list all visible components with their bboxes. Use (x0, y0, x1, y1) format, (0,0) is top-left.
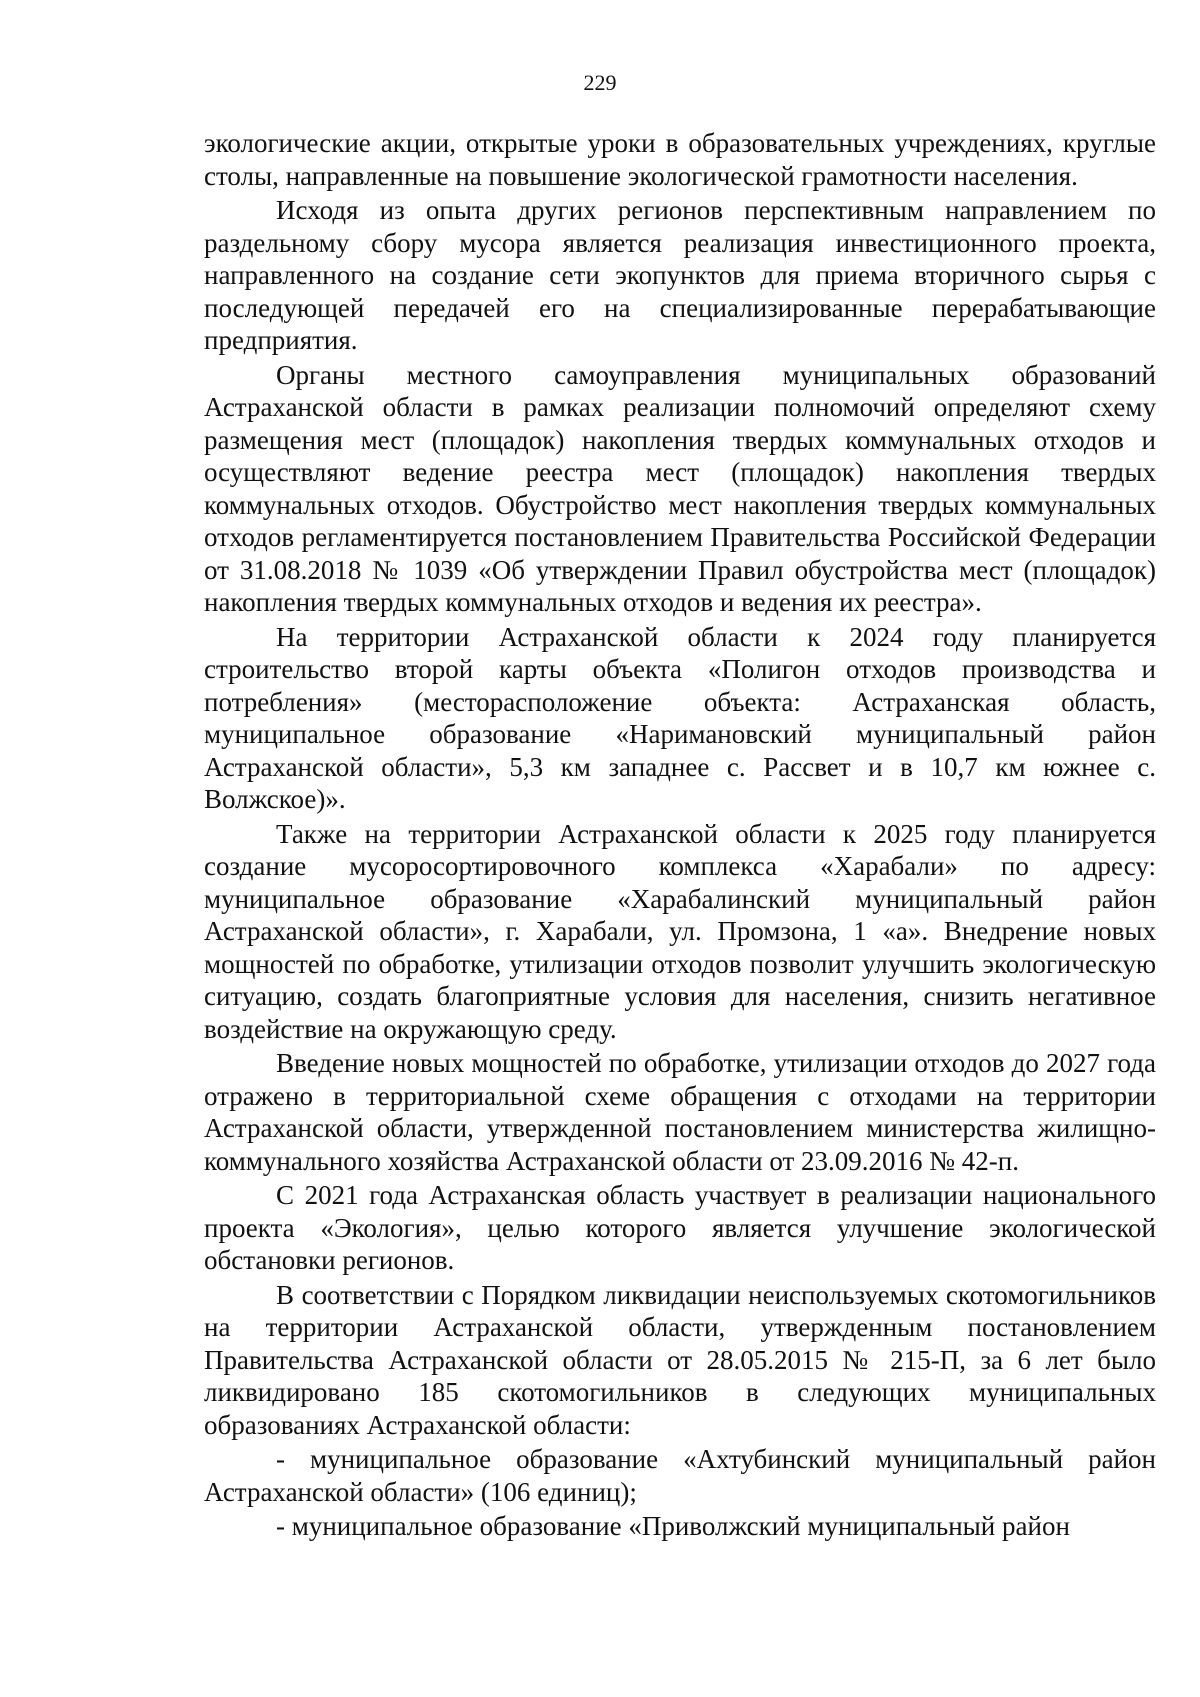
paragraph: Исходя из опыта других регионов перспективным направлением по раздельному сбору мусора является реализация инвестиционного проекта, направленного на создание сети экопунктов для приема вторичного сырья с последующей передачей его на специализированные перерабатывающие предприятия. (204, 195, 1156, 355)
page-number: 229 (583, 70, 617, 95)
paragraph: Введение новых мощностей по обработке, утилизации отходов до 2027 года отражено в территориальной схеме обращения с отходами на территории Астраханской области, утвержденной постановлением министерства жилищно-коммунального хозяйства Астраханской области от 23.09.2016 № 42-п. (204, 1048, 1156, 1176)
paragraph: Также на территории Астраханской области к 2025 году планируется создание мусоросортировочного комплекса «Харабали» по адресу: муниципальное образование «Харабалинский муниципальный район Астраханской области», г. Харабали, ул. Промзона, 1 «а». Внедрение новых мощностей по обработке, утилизации отходов позволит улучшить экологическую ситуацию, создать благоприятные условия для населения, снизить негативное воздействие на окружающую среду. (204, 818, 1156, 1044)
paragraph: экологические акции, открытые уроки в образовательных учреждениях, круглые столы, направленные на повышение экологической грамотности населения. (204, 128, 1156, 191)
body-text (204, 127, 1156, 1545)
list-item: - муниципальное образование «Ахтубинский муниципальный район Астраханской области» (106 единиц); (204, 1444, 1156, 1507)
paragraph: На территории Астраханской области к 2024 году планируется строительство второй карты объекта «Полигон отходов производства и потребления» (месторасположение объекта: Астраханская область, муниципальное образование «Наримановский муниципальный район Астраханской области», 5,3 км западнее с. Рассвет и в 10,7 км южнее с. Волжское)». (204, 621, 1156, 814)
list-item: - муниципальное образование «Приволжский муниципальный район (276, 1511, 1070, 1541)
paragraph: В соответствии с Порядком ликвидации неиспользуемых скотомогильников на территории Астраханской области, утвержденным постановлением Правительства Астраханской области от 28.05.2015 № 215-П, за 6 лет было ликвидировано 185 скотомогильников в следующих муниципальных образованиях Астраханской области: (204, 1279, 1156, 1440)
paragraph: С 2021 года Астраханская область участвует в реализации национального проекта «Экология», целью которого является улучшение экологической обстановки регионов. (204, 1180, 1156, 1275)
paragraph: Органы местного самоуправления муниципальных образований Астраханской области в рамках реализации полномочий определяют схему размещения мест (площадок) накопления твердых коммунальных отходов и осуществляют ведение реестра мест (площадок) накопления твердых коммунальных отходов. Обустройство мест накопления твердых коммунальных отходов регламентируется постановлением Правительства Российской Федерации от 31.08.2018 № 1039 «Об утверждении Правил обустройства мест (площадок) накопления твердых коммунальных отходов и ведения их реестра». (204, 359, 1156, 617)
